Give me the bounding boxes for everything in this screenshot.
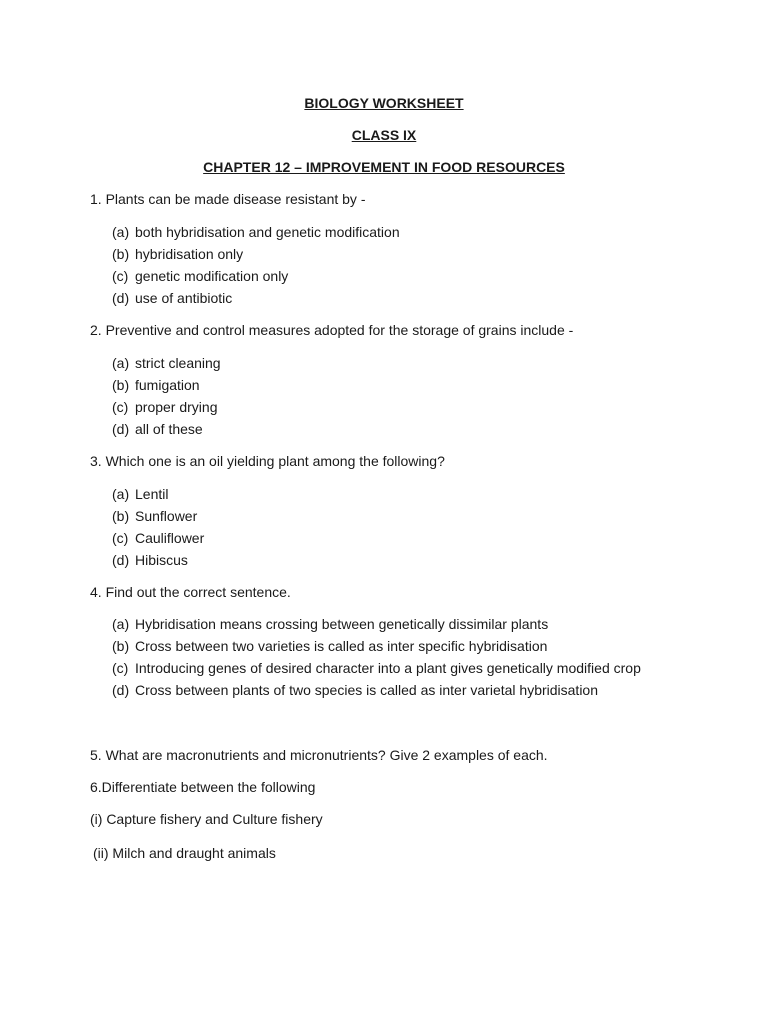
option-text: Hybridisation means crossing between genetically dissimilar plants bbox=[135, 616, 549, 632]
option-text: Introducing genes of desired character into a plant gives genetically modified crop bbox=[135, 660, 641, 676]
option-item bbox=[112, 529, 204, 551]
option-text: Cauliflower bbox=[135, 530, 205, 546]
option-item bbox=[112, 637, 641, 659]
option-text: use of antibiotic bbox=[135, 290, 233, 306]
option-letter: (b) bbox=[112, 246, 130, 262]
option-text: genetic modification only bbox=[135, 268, 289, 284]
option-item bbox=[112, 485, 204, 507]
option-text: fumigation bbox=[135, 377, 200, 393]
question-1-options bbox=[112, 223, 400, 311]
question-1: 1. Plants can be made disease resistant by - bbox=[90, 191, 366, 207]
question-3-options bbox=[112, 485, 204, 573]
option-item bbox=[112, 245, 400, 267]
option-item bbox=[112, 267, 400, 289]
question-6: 6.Differentiate between the following bbox=[90, 779, 316, 795]
option-item bbox=[112, 420, 221, 442]
option-letter: (d) bbox=[112, 421, 130, 437]
option-item bbox=[112, 354, 221, 376]
question-4: 4. Find out the correct sentence. bbox=[90, 584, 291, 600]
option-text: Hibiscus bbox=[135, 552, 188, 568]
option-item bbox=[112, 659, 641, 681]
question-5: 5. What are macronutrients and micronutrients? Give 2 examples of each. bbox=[90, 747, 548, 763]
class-heading: CLASS IX bbox=[351, 127, 417, 143]
option-letter: (d) bbox=[112, 682, 130, 698]
option-text: strict cleaning bbox=[135, 355, 221, 371]
option-item bbox=[112, 681, 641, 703]
option-letter: (a) bbox=[112, 224, 130, 240]
option-letter: (b) bbox=[112, 508, 130, 524]
option-letter: (c) bbox=[112, 530, 129, 546]
question-4-options bbox=[112, 615, 641, 703]
option-letter: (a) bbox=[112, 486, 130, 502]
option-letter: (d) bbox=[112, 552, 130, 568]
option-item bbox=[112, 615, 641, 637]
option-letter: (b) bbox=[112, 638, 130, 654]
option-letter: (a) bbox=[112, 616, 130, 632]
option-item bbox=[112, 289, 400, 311]
option-letter: (c) bbox=[112, 399, 129, 415]
option-item bbox=[112, 551, 204, 573]
worksheet-title: BIOLOGY WORKSHEET bbox=[304, 95, 464, 111]
chapter-heading: CHAPTER 12 – IMPROVEMENT IN FOOD RESOURCES bbox=[203, 159, 565, 175]
question-2: 2. Preventive and control measures adopted for the storage of grains include - bbox=[90, 322, 574, 338]
option-text: Cross between two varieties is called as inter specific hybridisation bbox=[135, 638, 548, 654]
option-letter: (c) bbox=[112, 268, 129, 284]
option-text: both hybridisation and genetic modification bbox=[135, 224, 400, 240]
option-letter: (a) bbox=[112, 355, 130, 371]
option-text: all of these bbox=[135, 421, 203, 437]
option-letter: (c) bbox=[112, 660, 129, 676]
option-text: Sunflower bbox=[135, 508, 198, 524]
option-item bbox=[112, 507, 204, 529]
option-text: Cross between plants of two species is called as inter varietal hybridisation bbox=[135, 682, 599, 698]
option-text: Lentil bbox=[135, 486, 169, 502]
option-letter: (b) bbox=[112, 377, 130, 393]
option-text: hybridisation only bbox=[135, 246, 244, 262]
option-text: proper drying bbox=[135, 399, 218, 415]
option-letter: (d) bbox=[112, 290, 130, 306]
question-6-part-ii: (ii) Milch and draught animals bbox=[93, 845, 276, 861]
question-6-part-i: (i) Capture fishery and Culture fishery bbox=[90, 811, 323, 827]
option-item bbox=[112, 398, 221, 420]
option-item bbox=[112, 376, 221, 398]
option-item bbox=[112, 223, 400, 245]
question-2-options bbox=[112, 354, 221, 442]
question-3: 3. Which one is an oil yielding plant among the following? bbox=[90, 453, 445, 469]
